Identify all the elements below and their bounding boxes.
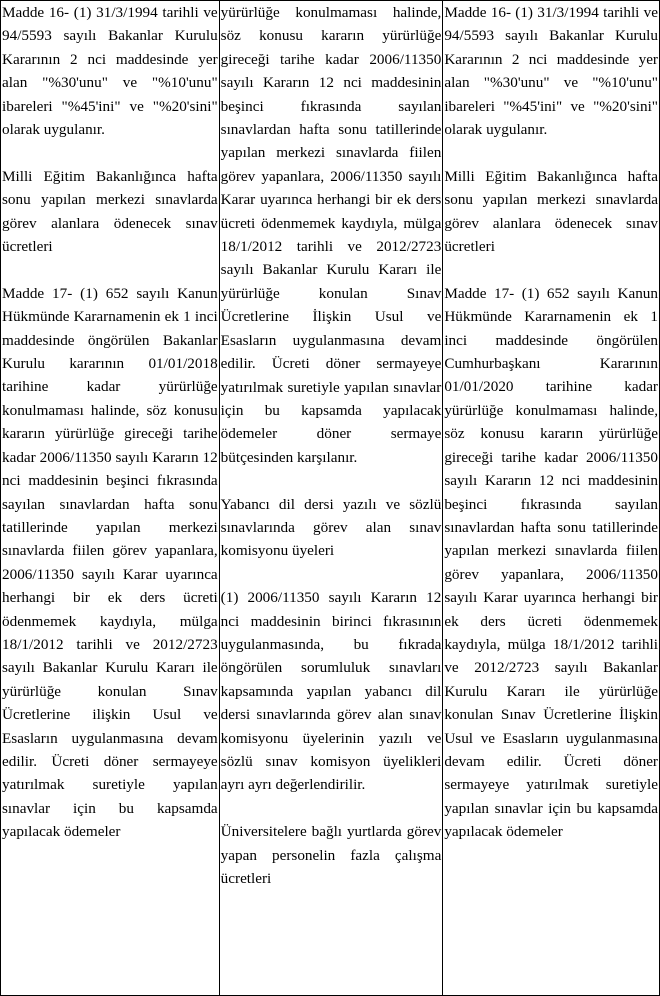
article-16-paragraph: Madde 16- (1) 31/3/1994 tarihli ve 94/5593 sayılı Bakanlar Kurulu Kararının 2 nci maddesinde yer alan "%30'unu" ve "%10'unu" ibareleri "%45'ini" ve "%20'sini" olarak uygulanır. [2,4,218,139]
article-17-paragraph: Madde 17- (1) 652 sayılı Kanun Hükmünde Kararnamenin ek 1 inci maddesinde öngörülen Bakanlar Kurulu kararının 01/01/2018 tarihine kadar yürürlüğe konulmaması halinde, söz konusu kararın yürürlüğe gireceği tarihe kadar 2006/11350 sayılı Kararın 12 nci maddesinin beşinci fıkrasında sayılan sınavlardan hafta sonu tatillerinde yapılan merkezi sınavlarda fiilen görev yapanlara, 2006/11350 sayılı Karar uyarınca herhangi bir ek ders ücreti ödenmemek kaydıyla, mülga 18/1/2012 tarihli ve 2012/2723 sayılı Bakanlar Kurulu Kararı ile yürürlüğe konulan Sınav Ücretlerine ilişkin Usul ve Esasların uygulanmasına devam edilir. Ücreti döner sermayeye yatırılmak suretiyle yapılan sınavlar için bu kapsamda yapılacak ödemeler [2,284,218,841]
article-17-paragraph-proposed: Madde 17- (1) 652 sayılı Kanun Hükmünde Kararnamenin ek 1 inci maddesinde öngörülen Cumhurbaşkanı Kararının 01/01/2020 tarihine kadar yürürlüğe konulmaması halinde, söz konusu kararın yürürlüğe gireceği tarihe kadar 2006/11350 sayılı Kararın 12 nci maddesinin beşinci fıkrasında sayılan sınavlardan hafta sonu tatillerinde yapılan merkezi sınavlarda fiilen görev yapanlara, 2006/11350 sayılı Karar uyarınca herhangi bir ek ders ücreti ödenmemek kaydıyla, mülga 18/1/2012 tarihli ve 2012/2723 sayılı Bakanlar Kurulu Kararı ile yürürlüğe konulan Sınav Ücretlerine İlişkin Usul ve Esasların uygulanmasına devam edilir. Ücreti döner sermayeye yatırılmak suretiyle yapılan sınavlar için bu kapsamda yapılacak ödemeler [444,284,658,841]
column-proposed-text [443,1,659,995]
column-current-text [1,1,220,995]
column-continuation-text [220,1,444,995]
section-heading-exam-fees: Milli Eğitim Bakanlığınca hafta sonu yapılan merkezi sınavlarda görev alanlara ödenecek sınav ücretleri [2,167,218,256]
article-17-continuation: yürürlüğe konulmaması halinde, söz konusu kararın yürürlüğe gireceği tarihe kadar 2006/11350 sayılı Kararın 12 nci maddesinin beşinci fıkrasında sayılan sınavlardan hafta sonu tatillerinde yapılan merkezi sınavlarda fiilen görev yapanlara, 2006/11350 sayılı Karar uyarınca herhangi bir ek ders ücreti ödenmemek kaydıyla, mülga 18/1/2012 tarihli ve 2012/2723 sayılı Bakanlar Kurulu Kararı ile yürürlüğe konulan Sınav Ücretlerine İlişkin Usul ve Esasların uygulanmasına devam edilir. Ücreti döner sermayeye yatırılmak suretiyle yapılan sınavlar için bu kapsamda yapılacak ödemeler döner sermaye bütçesinden karşılanır. [220,4,442,466]
language-exam-paragraph: (1) 2006/11350 sayılı Kararın 12 nci maddesinin birinci fıkrasının uygulanmasında, bu fıkrada öngörülen sorumluluk sınavları kapsamında yapılan yabancı dil dersi sınavlarında görev alan sınav komisyonu üyelerinin yazılı ve sözlü sınav komisyon üyelikleri ayrı ayrı değerlendirilir. [220,589,442,794]
section-heading-dormitory-overtime: Üniversitelere bağlı yurtlarda görev yapan personelin fazla çalışma ücretleri [220,823,442,887]
section-heading-exam-fees-proposed: Milli Eğitim Bakanlığınca hafta sonu yapılan merkezi sınavlarda görev alanlara ödenecek sınav ücretleri [444,167,658,256]
section-heading-language-exams: Yabancı dil dersi yazılı ve sözlü sınavlarında görev alan sınav komisyonu üyeleri [220,495,442,560]
article-16-paragraph-proposed: Madde 16- (1) 31/3/1994 tarihli ve 94/5593 sayılı Bakanlar Kurulu Kararının 2 nci maddesinde yer alan "%30'unu" ve "%10'unu" ibareleri "%45'ini" ve "%20'sini" olarak uygulanır. [444,4,658,139]
